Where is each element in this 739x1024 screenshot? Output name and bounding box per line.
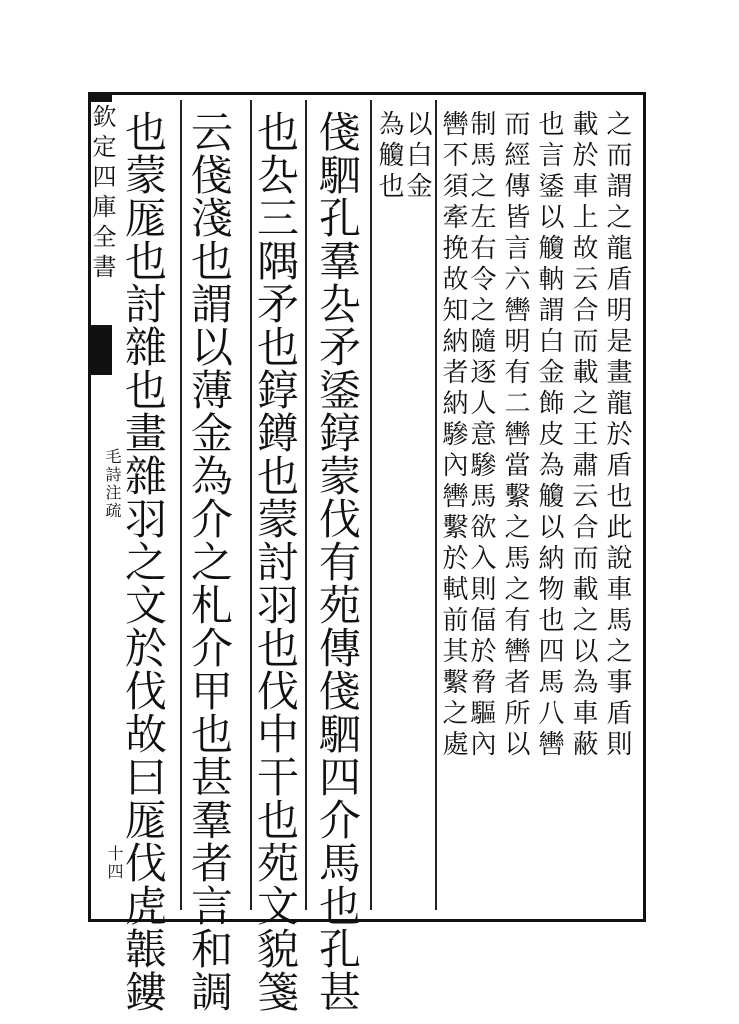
text-column: 制馬之左右令之隨逐人意驂馬欲入則偪於脅驅內 <box>466 110 496 761</box>
text-column: 也蒙厖也討雜也畫雜羽之文於伐故曰厖伐虎韔鏤 <box>119 110 168 1013</box>
text-column: 而經傳皆言六轡明有二轡當繫之馬之有轡者所以 <box>500 110 530 761</box>
text-column: 為觼也 <box>374 110 404 203</box>
title-bar-block <box>88 325 112 375</box>
column-divider <box>305 100 307 910</box>
text-column: 俴駟孔羣厹矛鋈錞蒙伐有苑傳俴駟四介馬也孔甚 <box>313 110 362 1013</box>
column-divider <box>180 100 182 910</box>
column-divider <box>370 100 372 910</box>
text-column: 也厹三隅矛也錞鐏也蒙討羽也伐中干也苑文貌箋 <box>251 110 300 1013</box>
text-column: 云俴淺也謂以薄金為介之札介甲也甚羣者言和調 <box>185 110 234 1013</box>
text-column: 也言鋈以觼軜謂白金飾皮為觼以納物也四馬八轡 <box>534 110 564 761</box>
text-column: 以白金 <box>402 110 432 203</box>
text-column: 載於車上故云合而載之王肅云合而載之以為車蔽 <box>568 110 598 761</box>
text-column: 之而謂之龍盾明是畫龍於盾也此說車馬之事盾則 <box>602 110 632 761</box>
top-header-block <box>88 92 112 102</box>
margin-page-number: 十四 <box>105 845 124 881</box>
header-fragment: 欽定四庫全書 <box>88 104 116 284</box>
column-divider <box>435 100 437 910</box>
text-column: 轡不須牽挽故知納者納驂內轡繫於軾前其繫之處 <box>438 110 468 761</box>
margin-book-title: 毛詩注疏 <box>103 448 122 520</box>
